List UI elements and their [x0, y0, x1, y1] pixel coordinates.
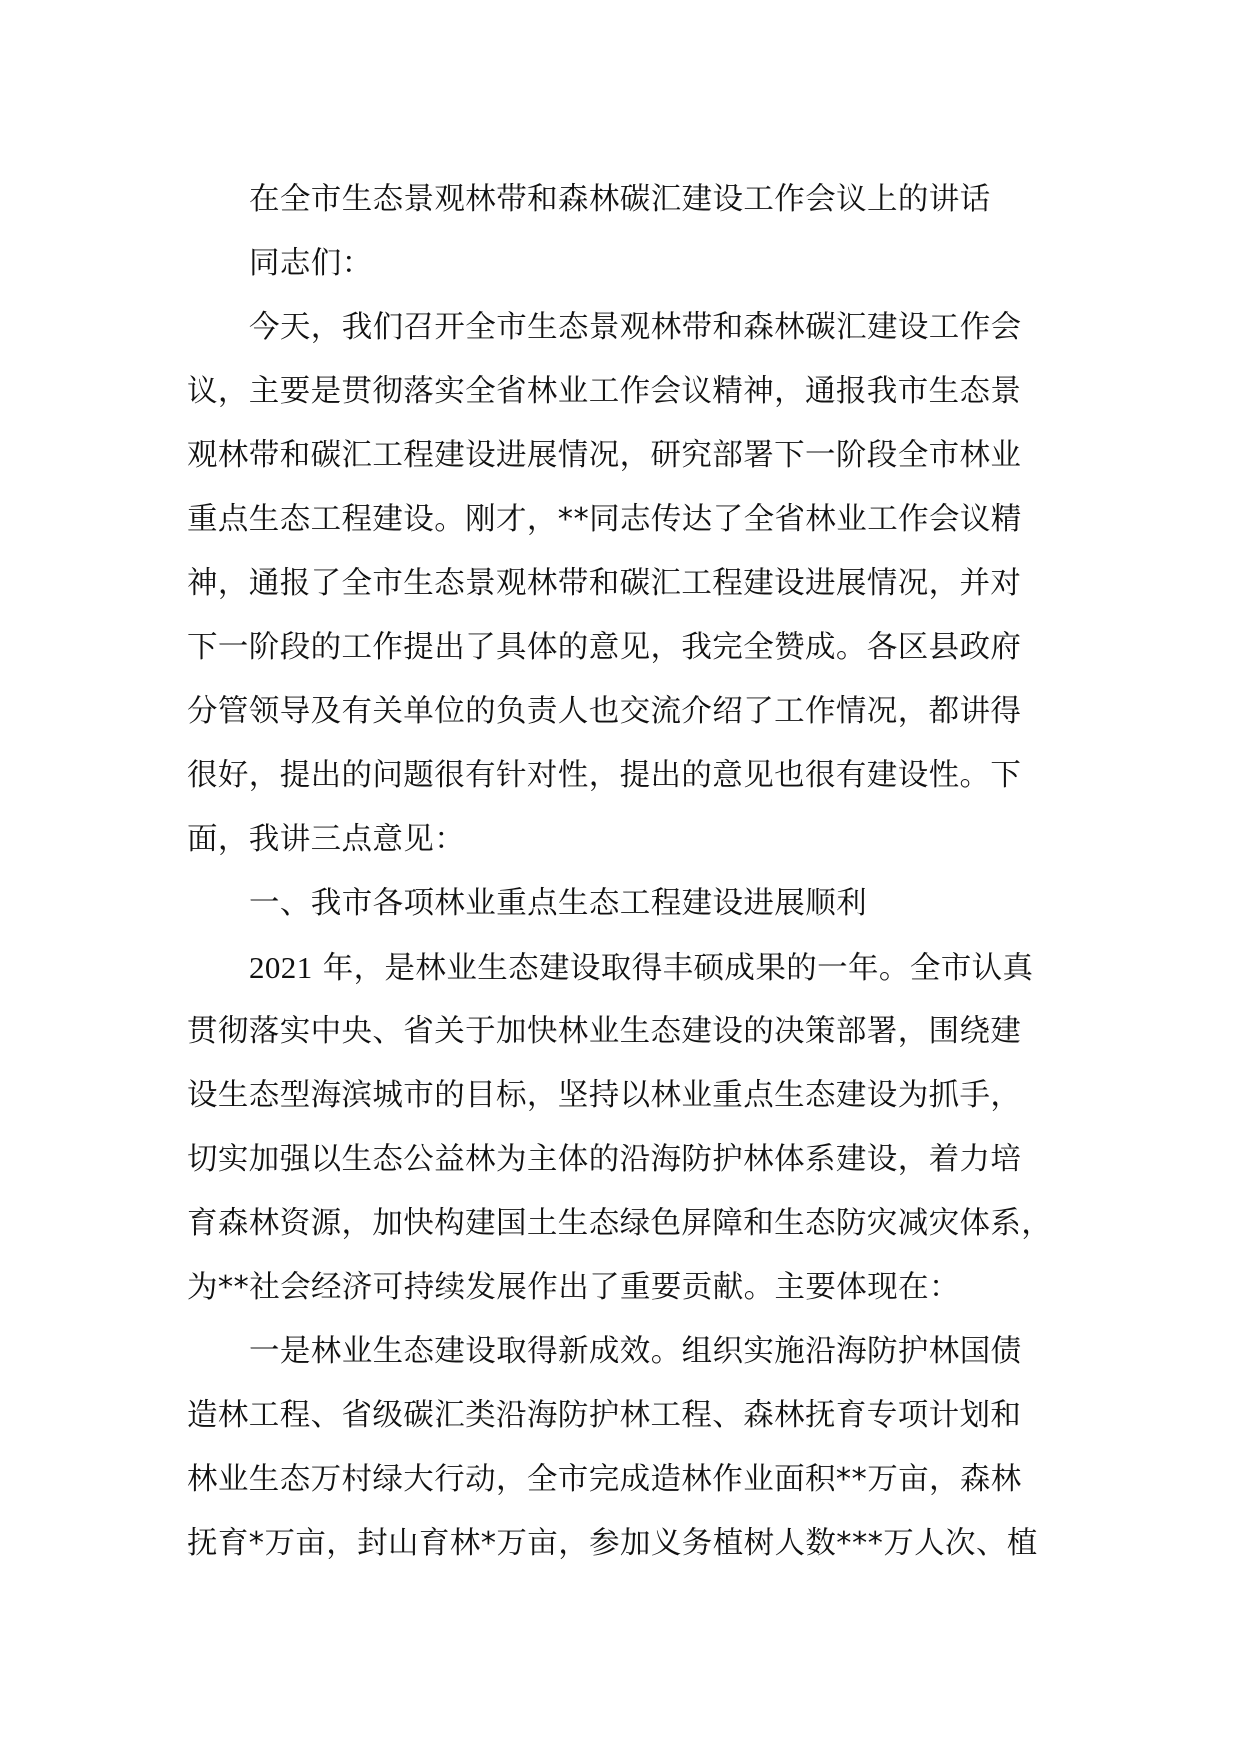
paragraph-2-line: 设生态型海滨城市的目标，坚持以林业重点生态建设为抓手，: [187, 1078, 1022, 1113]
paragraph-1-line: 观林带和碳汇工程建设进展情况，研究部署下一阶段全市林业: [187, 438, 1022, 473]
paragraph-1-line: 议，主要是贯彻落实全省林业工作会议精神，通报我市生态景: [187, 374, 1022, 409]
paragraph-1-line: 重点生态工程建设。刚才，**同志传达了全省林业工作会议精: [187, 502, 1022, 537]
paragraph-1-line: 下一阶段的工作提出了具体的意见，我完全赞成。各区县政府: [187, 630, 1022, 665]
paragraph-3-line: 一是林业生态建设取得新成效。组织实施沿海防护林国债: [249, 1334, 1022, 1369]
document-body: [187, 168, 1053, 1576]
paragraph-2-line: [187, 936, 1053, 1000]
paragraph-2-line: 切实加强以生态公益林为主体的沿海防护林体系建设，着力培: [187, 1142, 1022, 1177]
paragraph-1-line: 很好，提出的问题很有针对性，提出的意见也很有建设性。下: [187, 758, 1022, 793]
document-title: 在全市生态景观林带和森林碳汇建设工作会议上的讲话: [249, 182, 991, 217]
paragraph-2-line: 贯彻落实中央、省关于加快林业生态建设的决策部署，围绕建: [187, 1014, 1022, 1049]
paragraph-3-line: 抚育*万亩，封山育林*万亩，参加义务植树人数***万人次、植: [187, 1526, 1038, 1561]
paragraph-2-text: 年，是林业生态建设取得丰硕成果的一年。全市认真: [322, 951, 1034, 986]
paragraph-1-line: 面，我讲三点意见：: [187, 822, 466, 857]
paragraph-3-line: 林业生态万村绿大行动，全市完成造林作业面积**万亩，森林: [187, 1462, 1022, 1497]
salutation: 同志们：: [249, 246, 373, 281]
paragraph-1-line: 神，通报了全市生态景观林带和碳汇工程建设进展情况，并对: [187, 566, 1022, 601]
paragraph-1-line: 今天，我们召开全市生态景观林带和森林碳汇建设工作会: [249, 310, 1022, 345]
paragraph-1-line: 分管领导及有关单位的负责人也交流介绍了工作情况，都讲得: [187, 694, 1022, 729]
section-heading-1: 一、我市各项林业重点生态工程建设进展顺利: [249, 886, 867, 921]
year-number: 2021: [249, 950, 313, 985]
paragraph-2-line: 育森林资源，加快构建国土生态绿色屏障和生态防灾减灾体系，: [187, 1206, 1053, 1241]
paragraph-2-line: 为**社会经济可持续发展作出了重要贡献。主要体现在：: [187, 1270, 960, 1305]
paragraph-3-line: 造林工程、省级碳汇类沿海防护林工程、森林抚育专项计划和: [187, 1398, 1022, 1433]
